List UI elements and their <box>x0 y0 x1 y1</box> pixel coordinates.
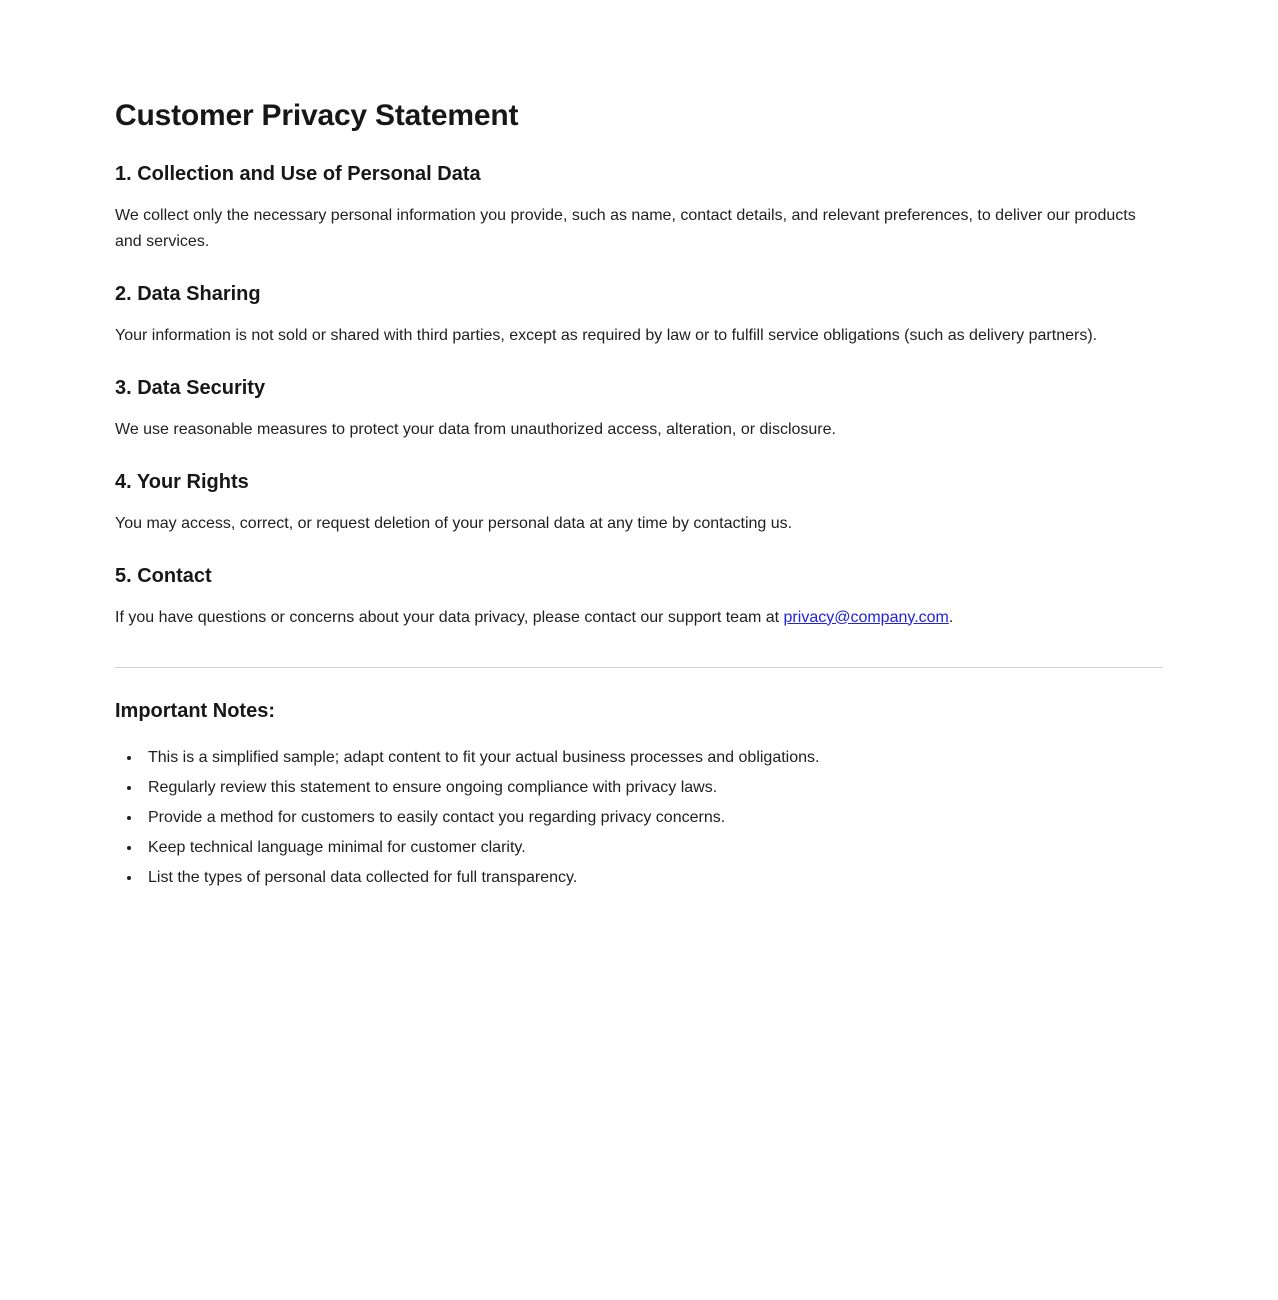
section-body-data-security: We use reasonable measures to protect your data from unauthorized access, alteration, or disclosure. <box>115 420 836 438</box>
note-item: • Provide a method for customers to easily contact you regarding privacy concerns. <box>142 804 1163 831</box>
note-item: • List the types of personal data collected for full transparency. <box>142 864 1163 891</box>
contact-text-after-link: . <box>948 608 954 626</box>
section-heading-contact: 5. Contact <box>115 564 212 587</box>
section-body-data-sharing: Your information is not sold or shared with third parties, except as required by law or to fulfill service obligations (such as delivery partners). <box>115 326 1098 344</box>
section-body-collection: We collect only the necessary personal information you provide, such as name, contact details, and relevant preferences, to deliver our products and services. <box>115 206 1136 250</box>
section-heading-collection: 1. Collection and Use of Personal Data <box>115 162 481 185</box>
note-item: • Regularly review this statement to ensure ongoing compliance with privacy laws. <box>142 774 1163 801</box>
section-body-your-rights: You may access, correct, or request deletion of your personal data at any time by contacting us. <box>115 514 793 532</box>
document-content <box>115 0 1163 891</box>
note-item: • Keep technical language minimal for customer clarity. <box>142 834 1163 861</box>
page-title: Customer Privacy Statement <box>115 99 519 132</box>
note-item: • This is a simplified sample; adapt content to fit your actual business processes and obligations. <box>142 744 1163 771</box>
notes-list <box>115 744 1163 891</box>
section-heading-data-security: 3. Data Security <box>115 376 266 399</box>
notes-heading: Important Notes: <box>115 699 275 722</box>
privacy-email-link[interactable]: privacy@company.com <box>783 608 949 626</box>
section-heading-your-rights: 4. Your Rights <box>115 470 249 493</box>
section-divider <box>115 667 1163 668</box>
section-heading-data-sharing: 2. Data Sharing <box>115 282 261 305</box>
contact-text-before-link: If you have questions or concerns about your data privacy, please contact our support team at <box>115 608 784 626</box>
section-body-contact <box>115 605 1163 631</box>
